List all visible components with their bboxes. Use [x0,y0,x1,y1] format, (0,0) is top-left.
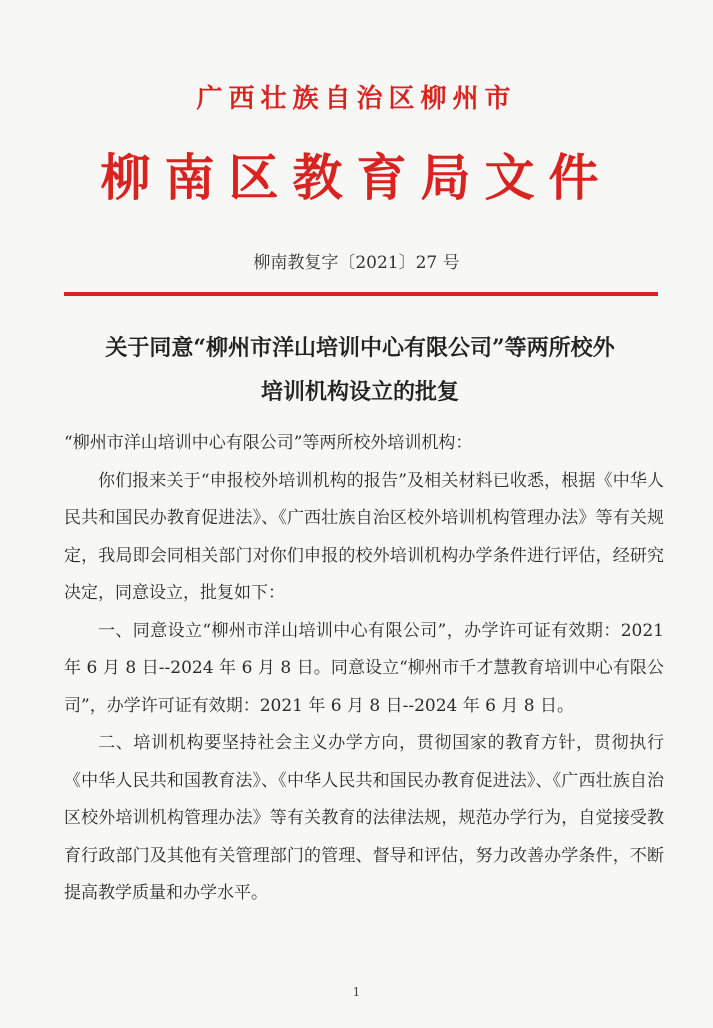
paragraph-1: 你们报来关于“申报校外培训机构的报告”及相关材料已收悉，根据《中华人民共和国民办教育促进法》、《广西壮族自治区校外培训机构管理办法》等有关规定，我局即会同相关部门对你们申报的校外培训机构办学条件进行评估，经研究决定，同意设立，批复如下： [64,470,664,603]
red-divider-line [64,292,658,296]
document-body [64,425,664,913]
page-number: 1 [352,985,361,999]
salutation: “柳州市洋山培训中心有限公司”等两所校外培训机构： [64,433,473,453]
document-number: 柳南教复字〔2021〕27 号 [253,253,460,273]
document-title-line2: 培训机构设立的批复 [260,379,459,405]
issuing-authority-title: 柳南区教育局文件 [100,148,613,207]
issuing-authority-region: 广西壮族自治区柳州市 [196,84,517,114]
paragraph-3: 二、培训机构要坚持社会主义办学方向，贯彻国家的教育方针，贯彻执行《中华人民共和国教育法》、《中华人民共和国民办教育促进法》、《广西壮族自治区校外培训机构管理办法》等有关教育的法律法规，规范办学行为，自觉接受教育行政部门及其他有关管理部门的管理、督导和评估，努力改善办学条件，不断提高教学质量和办学水平。 [64,733,664,903]
document-title [70,326,650,414]
document-title-line1: 关于同意“柳州市洋山培训中心有限公司”等两所校外 [105,335,615,361]
paragraph-2: 一、同意设立“柳州市洋山培训中心有限公司”，办学许可证有效期：2021 年 6 月 8 日--2024 年 6 月 8 日。同意设立“柳州市千才慧教育培训中心有限公司”，办学许可证有效期：2021 年 6 月 8 日--2024 年 6 月 8 日。 [64,620,664,716]
